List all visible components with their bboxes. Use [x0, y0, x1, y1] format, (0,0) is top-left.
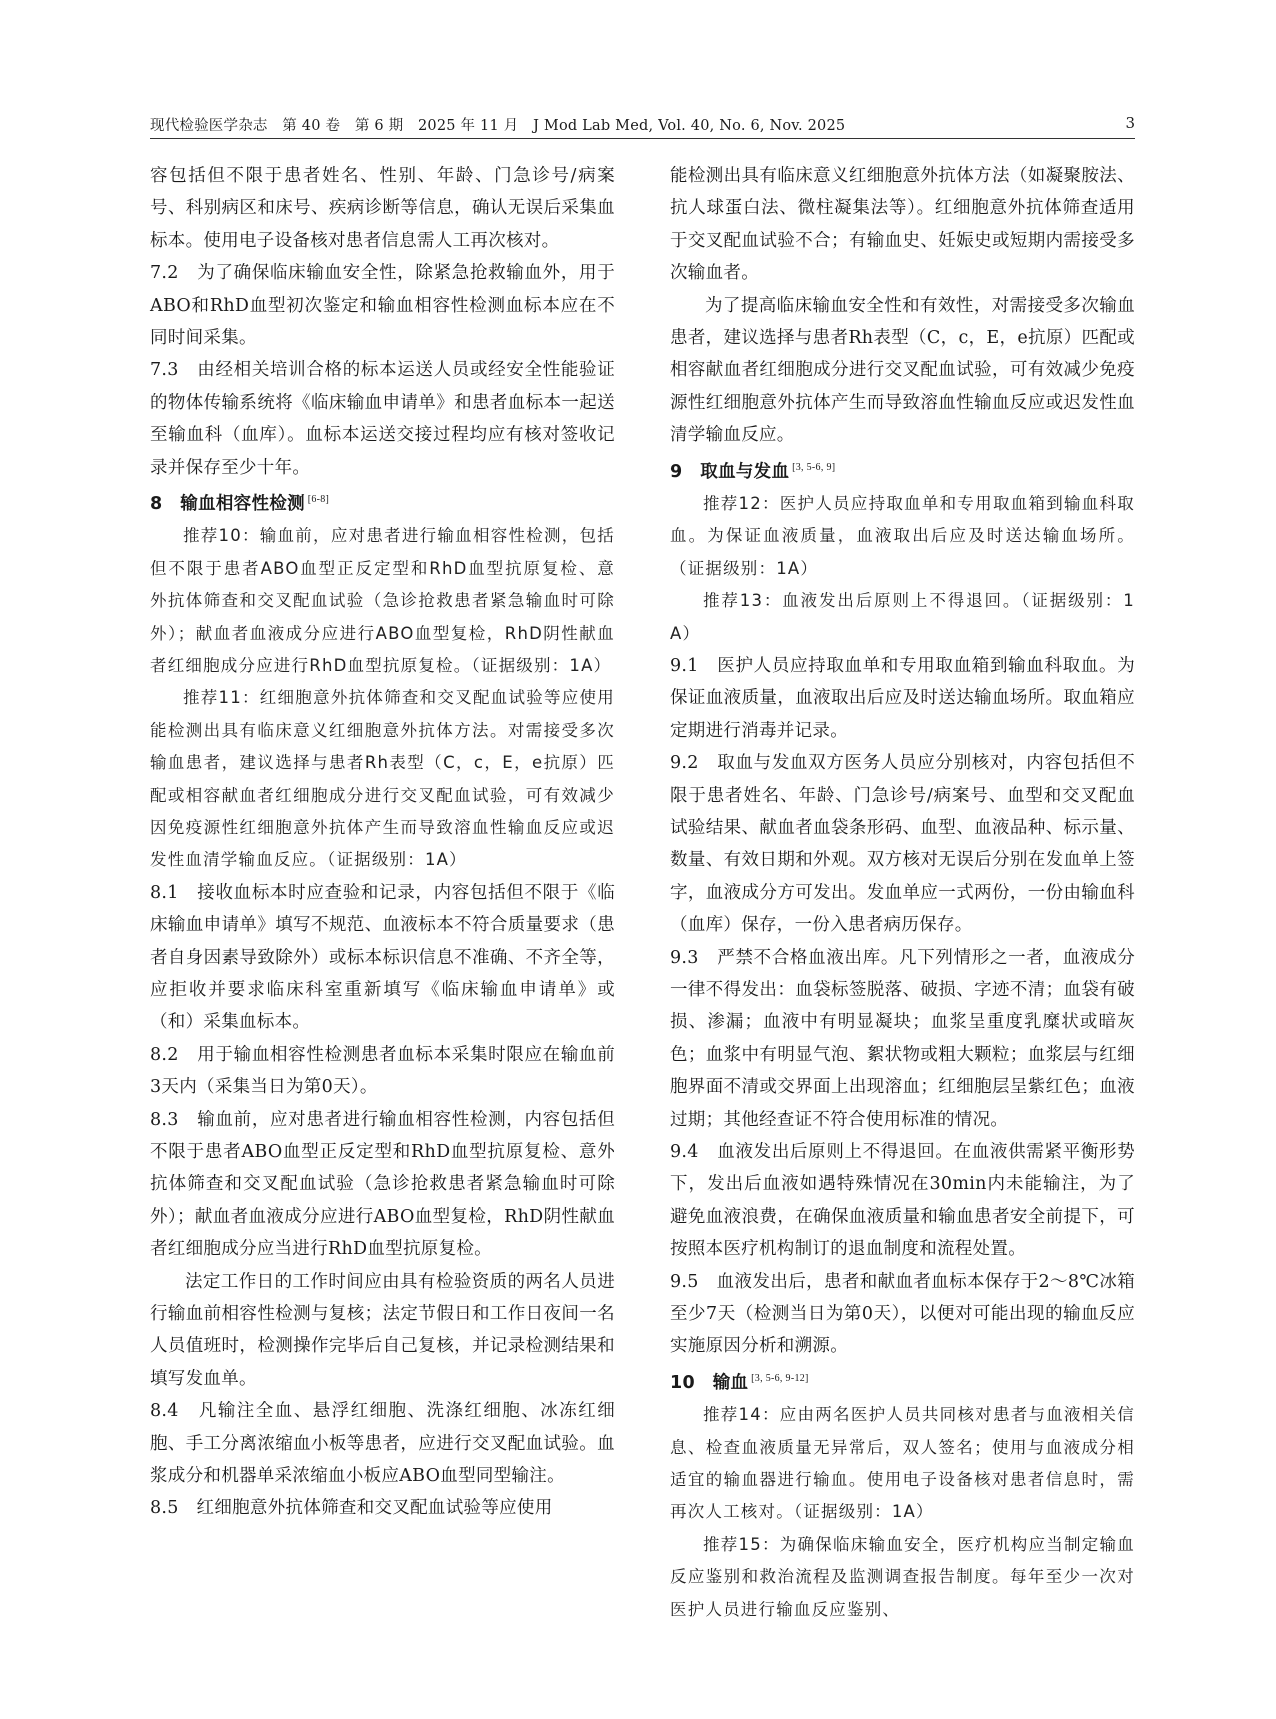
recommendation-paragraph: 推荐13：血液发出后原则上不得退回。（证据级别：1A）	[670, 591, 1135, 643]
section-heading	[150, 484, 615, 520]
body-paragraph: 9.4 血液发出后原则上不得退回。在血液供需紧平衡形势下，发出后血液如遇特殊情况在30min内未能输注，为了避免血液浪费，在确保血液质量和输血患者安全前提下，可按照本医疗机构制订的退血制度和流程处置。	[670, 1142, 1135, 1260]
body-paragraph: 9.3 严禁不合格血液出库。凡下列情形之一者，血液成分一律不得发出：血袋标签脱落、破损、字迹不清；血袋有破损、渗漏；血液中有明显凝块；血浆呈重度乳糜状或暗灰色；血浆中有明显气泡、絮状物或粗大颗粒；血浆层与红细胞界面不清或交界面上出现溶血；红细胞层呈紫红色；血液过期；其他经查证不符合使用标准的情况。	[670, 947, 1135, 1130]
recommendation-paragraph: 推荐11：红细胞意外抗体筛查和交叉配血试验等应使用能检测出具有临床意义红细胞意外抗体方法。对需接受多次输血患者，建议选择与患者Rh表型（C，c，E，e抗原）匹配或相容献血者红细胞成分进行交叉配血试验，可有效减少因免疫源性红细胞意外抗体产生而导致溶血性输血反应或迟发性血清学输血反应。（证据级别：1A）	[150, 688, 615, 870]
recommendation-paragraph: 推荐15：为确保临床输血安全，医疗机构应当制定输血反应鉴别和救治流程及监测调查报告制度。每年至少一次对医护人员进行输血反应鉴别、	[670, 1534, 1135, 1619]
left-column	[150, 160, 615, 1525]
body-paragraph: 为了提高临床输血安全性和有效性，对需接受多次输血患者，建议选择与患者Rh表型（C，c，E，e抗原）匹配或相容献血者红细胞成分进行交叉配血试验，可有效减少免疫源性红细胞意外抗体产生而导致溶血性输血反应或迟发性血清学输血反应。	[670, 295, 1135, 446]
citation-ref: [6-8]	[304, 494, 330, 506]
body-paragraph: 8.1 接收血标本时应查验和记录，内容包括但不限于《临床输血申请单》填写不规范、血液标本不符合质量要求（患者自身因素导致除外）或标本标识信息不准确、不齐全等，应拒收并要求临床科室重新填写《临床输血申请单》或（和）采集血标本。	[150, 882, 615, 1033]
running-header	[150, 104, 1135, 139]
body-paragraph: 8.5 红细胞意外抗体筛查和交叉配血试验等应使用	[150, 1498, 553, 1519]
citation-ref: [3, 5-6, 9-12]	[748, 1372, 809, 1384]
recommendation-paragraph: 推荐12：医护人员应持取血单和专用取血箱到输血科取血。为保证血液质量，血液取出后应及时送达输血场所。（证据级别：1A）	[670, 493, 1135, 578]
recommendation-paragraph: 推荐14：应由两名医护人员共同核对患者与血液相关信息、检查血液质量无异常后，双人签名；使用与血液成分相适宜的输血器进行输血。使用电子设备核对患者信息时，需再次人工核对。（证据级别：1A）	[670, 1405, 1135, 1522]
body-paragraph: 9.2 取血与发血双方医务人员应分别核对，内容包括但不限于患者姓名、年龄、门急诊号/病案号、血型和交叉配血试验结果、献血者血袋条形码、血型、血液品种、标示量、数量、有效日期和外观。双方核对无误后分别在发血单上签字，血液成分方可发出。发血单应一式两份，一份由输血科（血库）保存，一份入患者病历保存。	[670, 753, 1135, 936]
section-heading-text: 9 取血与发血	[670, 461, 790, 482]
section-heading	[670, 452, 1135, 488]
body-paragraph: 8.2 用于输血相容性检测患者血标本采集时限应在输血前3天内（采集当日为第0天）。	[150, 1044, 615, 1098]
body-paragraph: 9.5 血液发出后，患者和献血者血标本保存于2～8℃冰箱至少7天（检测当日为第0天），以便对可能出现的输血反应实施原因分析和溯源。	[670, 1271, 1135, 1357]
body-paragraph: 法定工作日的工作时间应由具有检验资质的两名人员进行输血前相容性检测与复核；法定节假日和工作日夜间一名人员值班时，检测操作完毕后自己复核，并记录检测结果和填写发血单。	[150, 1271, 615, 1389]
recommendation-paragraph: 推荐10：输血前，应对患者进行输血相容性检测，包括但不限于患者ABO血型正反定型和RhD血型抗原复检、意外抗体筛查和交叉配血试验（急诊抢救患者紧急输血时可除外）；献血者血液成分应进行ABO血型复检，RhD阴性献血者红细胞成分应进行RhD血型抗原复检。（证据级别：1A）	[150, 526, 615, 675]
section-heading-text: 8 输血相容性检测	[150, 493, 305, 514]
body-paragraph: 能检测出具有临床意义红细胞意外抗体方法（如凝聚胺法、抗人球蛋白法、微柱凝集法等）。红细胞意外抗体筛查适用于交叉配血试验不合；有输血史、妊娠史或短期内需接受多次输血者。	[670, 166, 1135, 284]
page-number: 3	[1125, 114, 1135, 132]
body-paragraph: 8.3 输血前，应对患者进行输血相容性检测，内容包括但不限于患者ABO血型正反定型和RhD血型抗原复检、意外抗体筛查和交叉配血试验（急诊抢救患者紧急输血时可除外）；献血者血液成分应进行ABO血型复检，RhD阴性献血者红细胞成分应当进行RhD血型抗原复检。	[150, 1109, 615, 1260]
body-paragraph: 7.3 由经相关培训合格的标本运送人员或经安全性能验证的物体传输系统将《临床输血申请单》和患者血标本一起送至输血科（血库）。血标本运送交接过程均应有核对签收记录并保存至少十年。	[150, 360, 615, 478]
body-paragraph: 容包括但不限于患者姓名、性别、年龄、门急诊号/病案号、科别病区和床号、疾病诊断等信息，确认无误后采集血标本。使用电子设备核对患者信息需人工再次核对。	[150, 166, 615, 251]
section-heading	[670, 1363, 1135, 1399]
body-paragraph: 8.4 凡输注全血、悬浮红细胞、洗涤红细胞、冰冻红细胞、手工分离浓缩血小板等患者，应进行交叉配血试验。血浆成分和机器单采浓缩血小板应ABO血型同型输注。	[150, 1401, 615, 1487]
right-column	[670, 160, 1135, 1626]
section-heading-text: 10 输血	[670, 1372, 749, 1393]
body-paragraph: 7.2 为了确保临床输血安全性，除紧急抢救输血外，用于ABO和RhD血型初次鉴定和输血相容性检测血标本应在不同时间采集。	[150, 263, 615, 349]
citation-ref: [3, 5-6, 9]	[789, 461, 836, 473]
body-paragraph: 9.1 医护人员应持取血单和专用取血箱到输血科取血。为保证血液质量，血液取出后应及时送达输血场所。取血箱应定期进行消毒并记录。	[670, 655, 1135, 741]
journal-header: 现代检验医学杂志 第 40 卷 第 6 期 2025 年 11 月 J Mod Lab Med, Vol. 40, No. 6, Nov. 2025	[150, 118, 846, 134]
